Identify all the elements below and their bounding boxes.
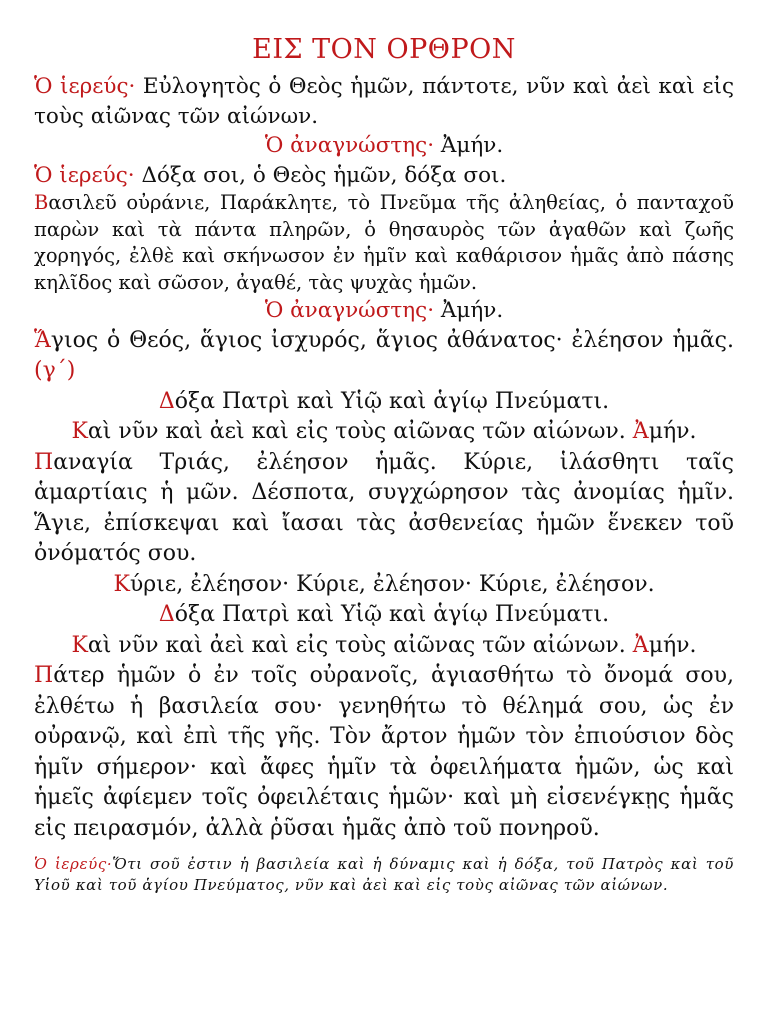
line-text: γιος ὁ Θεός, ἅγιος ἰσχυρός, ἅγιος ἀθάνατος· ἐλέησον ἡμᾶς.	[50, 327, 734, 353]
reader-amen	[34, 296, 734, 326]
speaker-label: Ὁ ἀναγνώστης·	[264, 133, 435, 158]
line-text: Ἀμήν.	[434, 298, 504, 323]
repeat-mark: (γ΄)	[34, 358, 76, 383]
initial-letter: Π	[34, 663, 54, 688]
line-text: Δόξα σοι, ὁ Θεὸς ἡμῶν, δόξα σοι.	[134, 162, 507, 188]
kyrie-eleison	[34, 570, 734, 601]
priest-blessing	[34, 72, 734, 131]
initial-letter: Π	[34, 449, 54, 475]
now-and-ever	[34, 417, 734, 448]
line-text: άτερ ἡμῶν ὁ ἐν τοῖς οὐρανοῖς, ἁγιασθήτω τὸ ὄνομά σου, ἐλθέτω ἡ βασιλεία σου· γενηθήτω τὸ θέλημά σου, ὡς ἐν οὐρανῷ, καὶ ἐπὶ τῆς γῆς. Τὸν ἄρτον ἡμῶν τὸν ἐπιούσιον δὸς ἡμῖν σήμερον· καὶ ἄφες ἡμῖν τὰ ὀφειλήματα ἡμῶν, ὡς καὶ ἡμεῖς ἀφίεμεν τοῖς ὀφειλέταις ἡμῶν· καὶ μὴ εἰσενέγκῃς ἡμᾶς εἰς πειρασμόν, ἀλλὰ ῥῦσαι ἡμᾶς ἀπὸ τοῦ πονηροῦ.	[34, 663, 734, 841]
heavenly-king-prayer	[34, 190, 734, 296]
holy-trinity-prayer	[34, 448, 734, 570]
line-text: Ἀμήν.	[434, 133, 504, 158]
line-text: όξα Πατρὶ καὶ Υἱῷ καὶ ἁγίῳ Πνεύματι.	[174, 388, 610, 414]
speaker-label: Ὁ ἀναγνώστης·	[264, 298, 435, 323]
line-text: μήν.	[648, 419, 697, 444]
line-text: Εὐλογητὸς ὁ Θεὸς ἡμῶν, πάντοτε, νῦν καὶ ἀεὶ καὶ εἰς τοὺς αἰῶνας τῶν αἰώνων.	[34, 74, 734, 129]
initial-letter: Δ	[158, 602, 175, 627]
doxology	[34, 387, 734, 418]
speaker-label: Ὁ ἱερεύς·	[34, 855, 113, 873]
now-and-ever	[34, 631, 734, 662]
page-title: ΕΙΣ ΤΟΝ ΟΡΘΡΟΝ	[252, 34, 516, 65]
trisagion	[34, 326, 734, 387]
initial-letter: Ἀ	[632, 419, 649, 444]
line-text: Ὅτι σοῦ ἐστιν ἡ βασιλεία καὶ ἡ δύναμις καὶ ἡ δόξα, τοῦ Πατρὸς καὶ τοῦ Υἱοῦ καὶ τοῦ ἁγίου Πνεύματος, νῦν καὶ ἀεὶ καὶ εἰς τοὺς αἰῶνας τῶν αἰώνων.	[34, 855, 734, 894]
line-text: αὶ νῦν καὶ ἀεὶ καὶ εἰς τοὺς αἰῶνας τῶν αἰώνων.	[87, 632, 633, 658]
initial-letter: Β	[34, 191, 49, 214]
speaker-label: Ὁ ἱερεύς·	[34, 162, 135, 188]
doxology	[34, 600, 734, 631]
initial-letter: Ἀ	[632, 632, 649, 658]
initial-letter: Κ	[71, 632, 88, 658]
initial-letter: Κ	[71, 419, 88, 444]
priest-exclamation	[34, 854, 734, 896]
line-text: όξα Πατρὶ καὶ Υἱῷ καὶ ἁγίῳ Πνεύματι.	[174, 602, 610, 627]
line-text: ύριε, ἐλέησον· Κύριε, ἐλέησον· Κύριε, ἐλέησον.	[129, 571, 655, 597]
priest-glory	[34, 161, 734, 191]
line-text: αναγία Τριάς, ἐλέησον ἡμᾶς. Κύριε, ἱλάσθητι ταῖς ἁμαρτίαις ἡ μῶν. Δέσποτα, συγχώρησον τὰς ἀνομίας ἡμῖν. Ἅγιε, ἐπίσκεψαι καὶ ἴασαι τὰς ἀσθενείας ἡμῶν ἕνεκεν τοῦ ὀνόματός σου.	[34, 449, 734, 566]
speaker-label: Ὁ ἱερεύς·	[34, 74, 136, 99]
reader-amen	[34, 131, 734, 161]
line-text: ασιλεῦ οὐράνιε, Παράκλητε, τὸ Πνεῦμα τῆς ἀληθείας, ὁ πανταχοῦ παρὼν καὶ τὰ πάντα πληρῶν, ὁ θησαυρὸς τῶν ἀγαθῶν καὶ ζωῆς χορηγός, ἐλθὲ καὶ σκήνωσον ἐν ἡμῖν καὶ καθάρισον ἡμᾶς ἀπὸ πάσης κηλῖδος καὶ σῶσον, ἀγαθέ, τὰς ψυχὰς ἡμῶν.	[34, 191, 734, 294]
lords-prayer	[34, 661, 734, 844]
initial-letter: Κ	[113, 571, 130, 597]
line-text: αὶ νῦν καὶ ἀεὶ καὶ εἰς τοὺς αἰῶνας τῶν αἰώνων.	[87, 419, 633, 444]
line-text: μήν.	[648, 632, 697, 658]
initial-letter: Δ	[158, 388, 175, 414]
initial-letter: Ἅ	[34, 327, 51, 353]
